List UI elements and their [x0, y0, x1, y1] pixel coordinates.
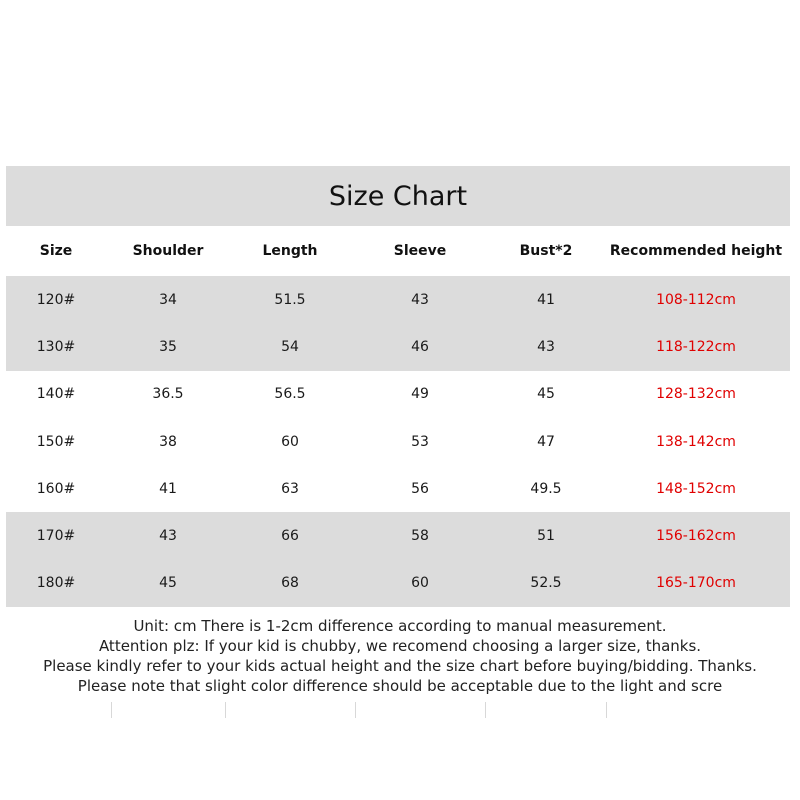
size-cell: 140#	[36, 386, 76, 403]
divider-tick	[225, 702, 226, 718]
sleeve-cell: 43	[411, 291, 429, 308]
divider-ticks	[0, 702, 800, 718]
shoulder-cell: 35	[159, 338, 177, 355]
bust-cell: 45	[537, 386, 555, 403]
table-row	[6, 512, 790, 559]
sleeve-cell: 58	[411, 528, 429, 545]
size-cell: 150#	[36, 433, 76, 450]
size-cell: 160#	[36, 480, 76, 497]
table-row	[6, 371, 790, 418]
divider-tick	[355, 702, 356, 718]
divider-tick	[485, 702, 486, 718]
sleeve-cell: 60	[411, 575, 429, 592]
height-cell: 128-132cm	[656, 386, 736, 403]
sleeve-cell: 56	[411, 480, 429, 497]
table-row	[6, 560, 790, 607]
table-header-row	[6, 226, 790, 276]
note-attention: Attention plz: If your kid is chubby, we recomend choosing a larger size, thanks.	[98, 637, 702, 655]
shoulder-cell: 34	[159, 291, 177, 308]
length-cell: 60	[281, 433, 299, 450]
sleeve-cell: 53	[411, 433, 429, 450]
height-cell: 165-170cm	[656, 575, 736, 592]
header-size: Size	[39, 243, 73, 259]
bust-cell: 49.5	[530, 480, 562, 497]
length-cell: 66	[281, 528, 299, 545]
table-row	[6, 465, 790, 512]
size-cell: 180#	[36, 575, 76, 592]
shoulder-cell: 41	[159, 480, 177, 497]
height-cell: 156-162cm	[656, 528, 736, 545]
header-recommended-height: Recommended height	[609, 243, 783, 259]
header-length: Length	[262, 243, 318, 259]
height-cell: 138-142cm	[656, 433, 736, 450]
note-unit: Unit: cm There is 1-2cm difference according to manual measurement.	[133, 617, 667, 635]
note-color: Please note that slight color difference should be acceptable due to the light and scre	[77, 677, 723, 695]
shoulder-cell: 43	[159, 528, 177, 545]
length-cell: 54	[281, 338, 299, 355]
bust-cell: 41	[537, 291, 555, 308]
bust-cell: 52.5	[530, 575, 562, 592]
divider-tick	[111, 702, 112, 718]
header-shoulder: Shoulder	[132, 243, 204, 259]
header-sleeve: Sleeve	[393, 243, 447, 259]
length-cell: 51.5	[274, 291, 306, 308]
shoulder-cell: 36.5	[152, 386, 184, 403]
shoulder-cell: 45	[159, 575, 177, 592]
height-cell: 148-152cm	[656, 480, 736, 497]
length-cell: 56.5	[274, 386, 306, 403]
bust-cell: 47	[537, 433, 555, 450]
sleeve-cell: 49	[411, 386, 429, 403]
size-cell: 170#	[36, 528, 76, 545]
table-row	[6, 418, 790, 465]
size-cell: 130#	[36, 338, 76, 355]
sleeve-cell: 46	[411, 338, 429, 355]
notes-block	[0, 616, 800, 696]
chart-title: Size Chart	[6, 166, 790, 226]
divider-tick	[606, 702, 607, 718]
height-cell: 118-122cm	[656, 338, 736, 355]
bust-cell: 51	[537, 528, 555, 545]
length-cell: 63	[281, 480, 299, 497]
shoulder-cell: 38	[159, 433, 177, 450]
height-cell: 108-112cm	[656, 291, 736, 308]
size-cell: 120#	[36, 291, 76, 308]
bust-cell: 43	[537, 338, 555, 355]
length-cell: 68	[281, 575, 299, 592]
table-row	[6, 323, 790, 370]
header-bust: Bust*2	[519, 243, 573, 259]
note-refer: Please kindly refer to your kids actual height and the size chart before buying/bidding. Thanks.	[43, 657, 757, 675]
size-chart	[6, 166, 790, 607]
table-row	[6, 276, 790, 323]
